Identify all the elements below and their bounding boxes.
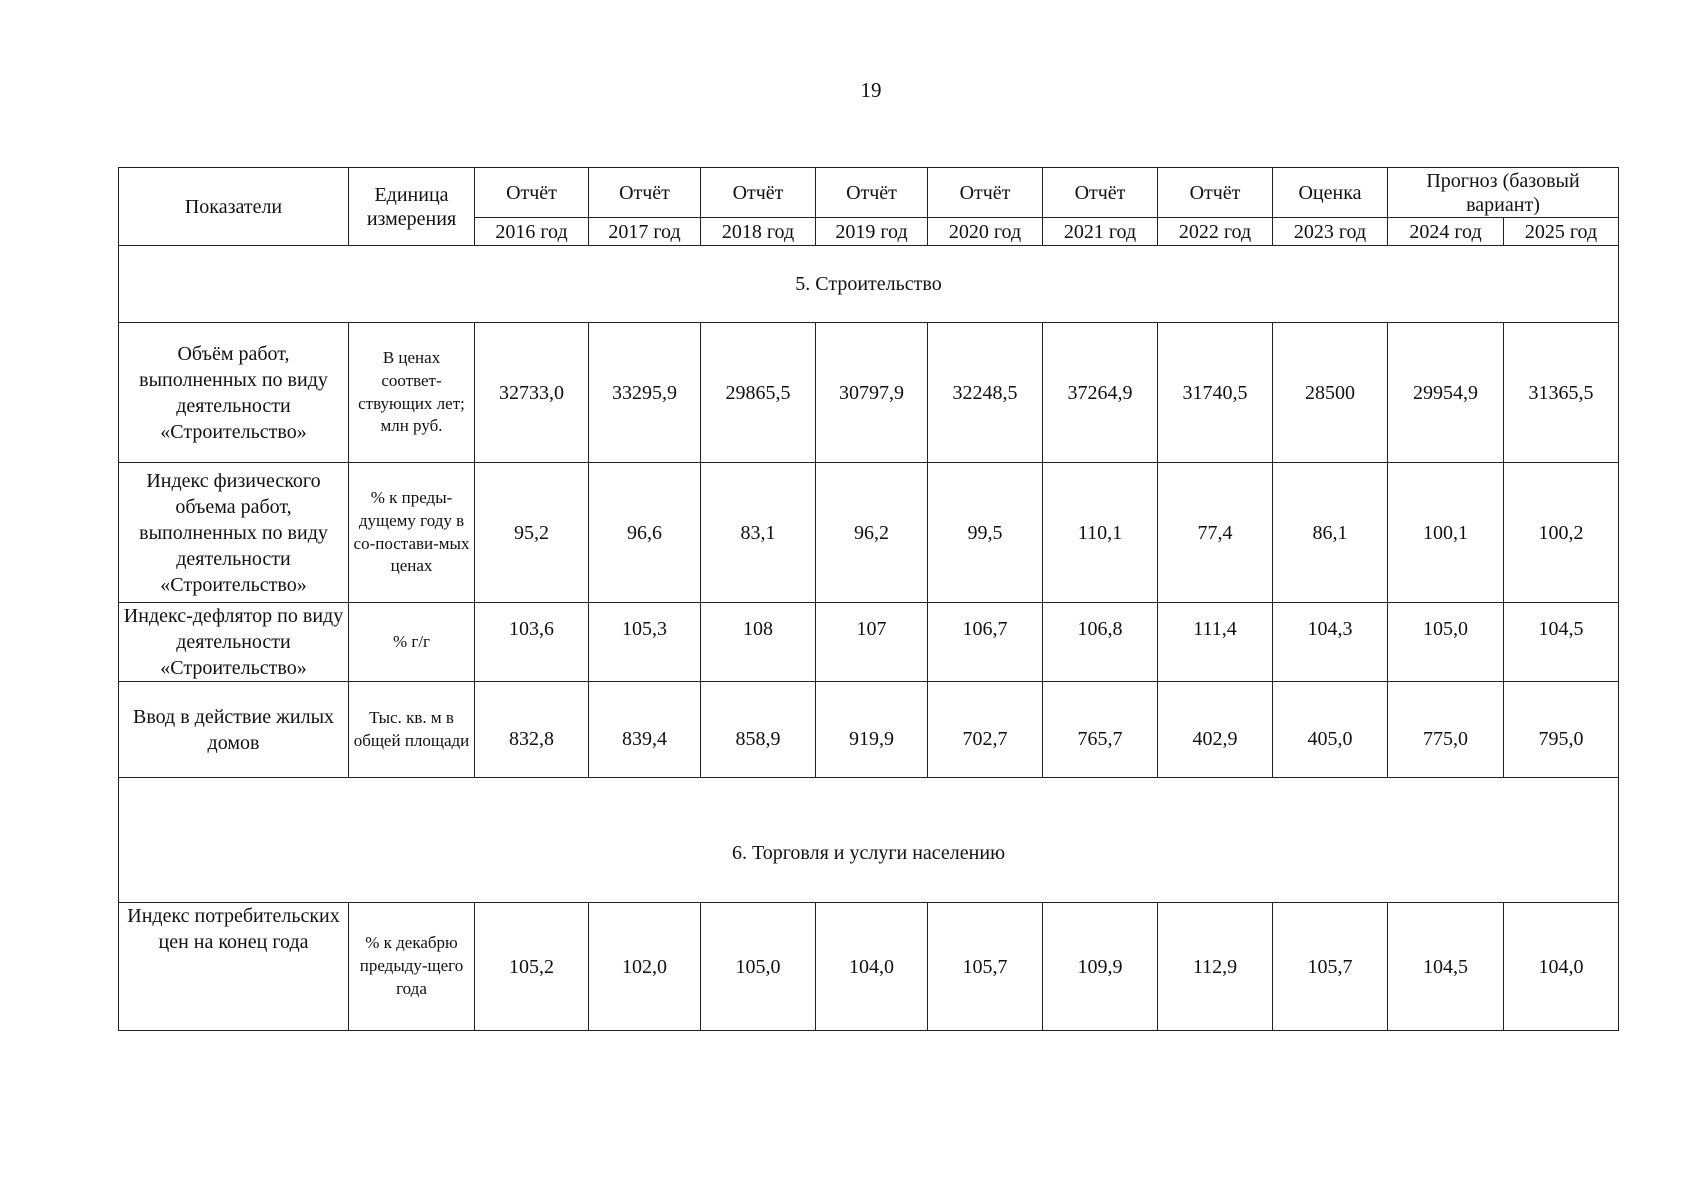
value-cell: 112,9 bbox=[1158, 903, 1273, 1031]
value-cell: 111,4 bbox=[1158, 603, 1273, 682]
indicator-cell: Индекс физического объема работ, выполненных по виду деятельности «Строительство» bbox=[119, 463, 349, 603]
value-cell: 110,1 bbox=[1043, 463, 1158, 603]
value-cell: 765,7 bbox=[1043, 682, 1158, 778]
table-row bbox=[119, 463, 1619, 603]
column-year: 2019 год bbox=[816, 218, 928, 246]
value-cell: 104,5 bbox=[1504, 603, 1619, 682]
value-cell: 31740,5 bbox=[1158, 323, 1273, 463]
value-cell: 30797,9 bbox=[816, 323, 928, 463]
value-cell: 405,0 bbox=[1273, 682, 1388, 778]
value-cell: 83,1 bbox=[701, 463, 816, 603]
value-cell: 32248,5 bbox=[928, 323, 1043, 463]
column-kind: Отчёт bbox=[928, 168, 1043, 218]
unit-header: Единица измерения bbox=[349, 168, 475, 246]
indicator-cell: Ввод в действие жилых домов bbox=[119, 682, 349, 778]
column-kind: Отчёт bbox=[589, 168, 701, 218]
value-cell: 839,4 bbox=[589, 682, 701, 778]
header-row bbox=[119, 168, 1619, 218]
value-cell: 100,1 bbox=[1388, 463, 1504, 603]
column-kind: Отчёт bbox=[475, 168, 589, 218]
value-cell: 107 bbox=[816, 603, 928, 682]
column-year: 2023 год bbox=[1273, 218, 1388, 246]
unit-cell: В ценах соответ-ствующих лет; млн руб. bbox=[349, 323, 475, 463]
value-cell: 702,7 bbox=[928, 682, 1043, 778]
section-title: 5. Строительство bbox=[119, 246, 1619, 323]
value-cell: 109,9 bbox=[1043, 903, 1158, 1031]
section-title: 6. Торговля и услуги населению bbox=[119, 778, 1619, 903]
column-kind: Отчёт bbox=[1158, 168, 1273, 218]
forecast-year: 2025 год bbox=[1504, 218, 1619, 246]
value-cell: 96,2 bbox=[816, 463, 928, 603]
column-year: 2022 год bbox=[1158, 218, 1273, 246]
value-cell: 103,6 bbox=[475, 603, 589, 682]
indicator-cell: Индекс потребительских цен на конец года bbox=[119, 903, 349, 1031]
value-cell: 32733,0 bbox=[475, 323, 589, 463]
value-cell: 775,0 bbox=[1388, 682, 1504, 778]
value-cell: 104,3 bbox=[1273, 603, 1388, 682]
value-cell: 31365,5 bbox=[1504, 323, 1619, 463]
column-year: 2017 год bbox=[589, 218, 701, 246]
value-cell: 105,7 bbox=[928, 903, 1043, 1031]
indicator-cell: Индекс-дефлятор по виду деятельности «Строительство» bbox=[119, 603, 349, 682]
value-cell: 832,8 bbox=[475, 682, 589, 778]
value-cell: 86,1 bbox=[1273, 463, 1388, 603]
value-cell: 104,0 bbox=[1504, 903, 1619, 1031]
value-cell: 858,9 bbox=[701, 682, 816, 778]
unit-cell: % к преды-дущему году в со-постави-мых ценах bbox=[349, 463, 475, 603]
page-number: 19 bbox=[860, 78, 882, 102]
table-row bbox=[119, 603, 1619, 682]
unit-cell: Тыс. кв. м в общей площади bbox=[349, 682, 475, 778]
value-cell: 100,2 bbox=[1504, 463, 1619, 603]
value-cell: 105,2 bbox=[475, 903, 589, 1031]
value-cell: 29954,9 bbox=[1388, 323, 1504, 463]
indicator-cell: Объём работ, выполненных по виду деятельности «Строительство» bbox=[119, 323, 349, 463]
table-row bbox=[119, 682, 1619, 778]
column-kind: Отчёт bbox=[701, 168, 816, 218]
value-cell: 104,5 bbox=[1388, 903, 1504, 1031]
column-kind: Отчёт bbox=[816, 168, 928, 218]
value-cell: 29865,5 bbox=[701, 323, 816, 463]
section-row bbox=[119, 778, 1619, 903]
value-cell: 108 bbox=[701, 603, 816, 682]
table-row bbox=[119, 903, 1619, 1031]
value-cell: 96,6 bbox=[589, 463, 701, 603]
indicator-header: Показатели bbox=[119, 168, 349, 246]
value-cell: 77,4 bbox=[1158, 463, 1273, 603]
table-row bbox=[119, 323, 1619, 463]
value-cell: 28500 bbox=[1273, 323, 1388, 463]
value-cell: 105,3 bbox=[589, 603, 701, 682]
value-cell: 105,0 bbox=[1388, 603, 1504, 682]
column-kind: Оценка bbox=[1273, 168, 1388, 218]
value-cell: 919,9 bbox=[816, 682, 928, 778]
value-cell: 37264,9 bbox=[1043, 323, 1158, 463]
value-cell: 106,7 bbox=[928, 603, 1043, 682]
unit-cell: % г/г bbox=[349, 603, 475, 682]
column-year: 2021 год bbox=[1043, 218, 1158, 246]
column-year: 2018 год bbox=[701, 218, 816, 246]
column-kind: Отчёт bbox=[1043, 168, 1158, 218]
value-cell: 105,7 bbox=[1273, 903, 1388, 1031]
value-cell: 795,0 bbox=[1504, 682, 1619, 778]
column-year: 2020 год bbox=[928, 218, 1043, 246]
value-cell: 105,0 bbox=[701, 903, 816, 1031]
forecast-header: Прогноз (базовый вариант) bbox=[1388, 168, 1619, 218]
column-year: 2016 год bbox=[475, 218, 589, 246]
forecast-table bbox=[118, 167, 1619, 1031]
value-cell: 402,9 bbox=[1158, 682, 1273, 778]
value-cell: 33295,9 bbox=[589, 323, 701, 463]
value-cell: 99,5 bbox=[928, 463, 1043, 603]
value-cell: 106,8 bbox=[1043, 603, 1158, 682]
value-cell: 102,0 bbox=[589, 903, 701, 1031]
unit-cell: % к декабрю предыду-щего года bbox=[349, 903, 475, 1031]
value-cell: 95,2 bbox=[475, 463, 589, 603]
value-cell: 104,0 bbox=[816, 903, 928, 1031]
forecast-year: 2024 год bbox=[1388, 218, 1504, 246]
section-row bbox=[119, 246, 1619, 323]
